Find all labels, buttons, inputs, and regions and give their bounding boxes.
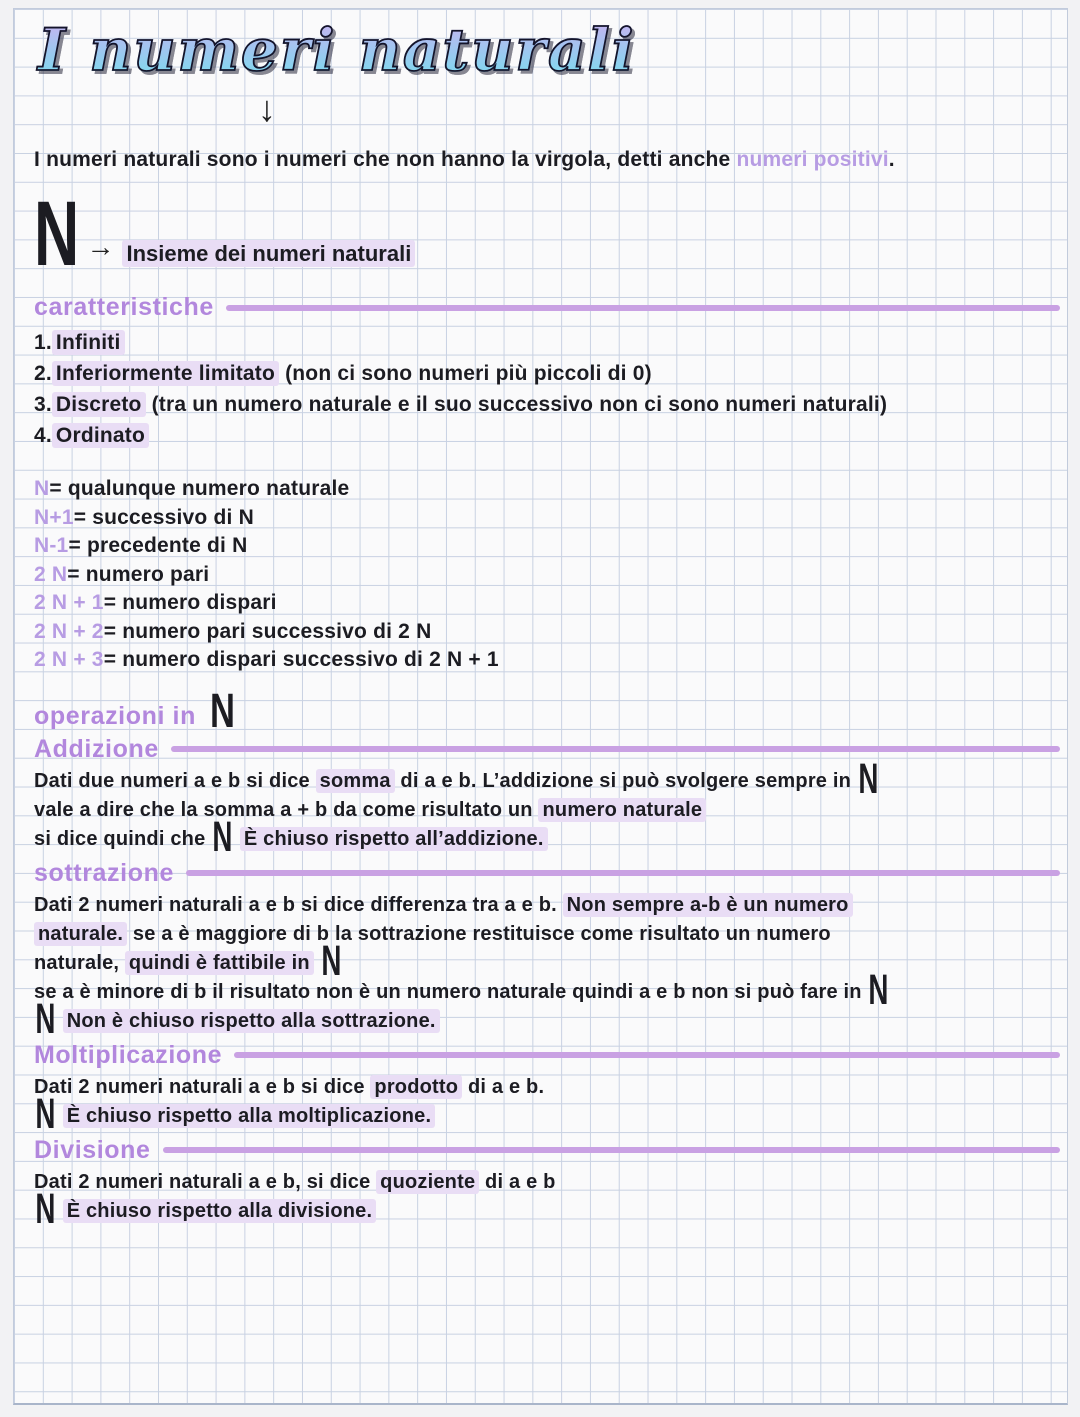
definition-text: = successivo di N [73,505,254,529]
text-segment: Dati due numeri a e b si dice [34,769,316,792]
text-segment: Dati 2 numeri naturali a e b si dice [34,1075,371,1098]
text-line: N Non è chiuso rispetto alla sottrazione. [34,1007,1060,1036]
caratteristica-item [34,389,1060,420]
highlight-segment: Inferiormente limitato [52,361,279,386]
text-segment: naturale, [34,951,125,974]
text-segment: 2. [34,362,52,385]
intro-paragraph [34,146,1060,173]
text-segment: (non ci sono numeri più piccoli di 0) [279,362,652,385]
text-segment: si dice quindi che [34,827,212,850]
section-moltiplicazione [34,1040,1060,1137]
highlight-segment: naturale. [34,922,127,946]
section-addizione [34,734,1060,860]
text-line [34,920,1060,949]
definition-row [34,561,1060,590]
caratteristica-item [34,420,1060,451]
highlight-segment: È chiuso rispetto alla moltiplicazione. [63,1104,436,1128]
section-rule [186,870,1060,876]
operations-heading-label: operazioni in [34,701,196,730]
highlight-segment: Ordinato [52,423,149,448]
natural-set-row [34,183,1060,285]
caratteristiche-list [34,327,1060,451]
highlight-segment: Insieme dei numeri naturali [122,240,415,267]
text-line [34,1073,1060,1102]
text-segment: di a e b. [462,1075,545,1098]
definition-row [34,646,1060,675]
highlight-segment: quindi è fattibile in [125,951,314,975]
section-heading: caratteristiche [34,293,214,321]
section-text [34,891,1060,1042]
definition-term: 2 N + 3 [34,648,104,671]
definition-text: = numero pari successivo di 2 N [103,619,432,643]
highlight-segment: È chiuso rispetto alla divisione. [63,1199,377,1223]
highlight-segment: numero naturale [538,798,706,822]
section-header [34,735,1060,764]
highlight-segment: Discreto [52,392,146,417]
definition-row [34,618,1060,647]
highlight-segment: prodotto [370,1075,462,1099]
text-segment: 4. [34,424,52,447]
text-segment [57,1105,63,1127]
text-segment: Dati 2 numeri naturali a e b si dice differenza tra a e b. [34,893,563,916]
text-line [34,796,1060,825]
definition-term: N+1 [34,505,74,529]
section-rule [171,746,1060,752]
highlight-segment: somma [316,769,395,793]
text-line: N È chiuso rispetto alla divisione. [34,1197,1060,1226]
text-segment: se a è minore di b il risultato non è un numero naturale quindi a e b non si può fare in [34,980,868,1003]
text-segment: 1. [34,331,52,354]
highlight-segment: Infiniti [52,330,125,355]
section-heading: Addizione [34,734,159,763]
caratteristica-item [34,358,1060,389]
text-segment: 3. [34,393,52,416]
section-heading: sottrazione [34,858,174,887]
highlight-segment: È chiuso rispetto all’addizione. [240,827,548,851]
text-segment: vale a dire che la somma a + b da come risultato un [34,798,539,821]
definition-text: = precedente di N [68,534,248,557]
section-text [34,1168,1060,1232]
text-segment: se a è maggiore di b la sottrazione restituisce come risultato un numero [127,922,831,945]
text-line: Dati due numeri a e b si dice somma di a e b. L’addizione si può svolgere sempre in N [34,754,879,802]
text-segment: di a e b [479,1170,556,1193]
section-rule [163,1147,1060,1153]
down-arrow-icon: ↓ [258,88,276,129]
section-divisione [34,1135,1060,1232]
caratteristica-item [34,327,1060,358]
text-segment [234,828,240,850]
text-segment: I numeri naturali sono i numeri che non hanno la virgola, detti anche [34,148,737,171]
section-text [34,1073,1060,1137]
section-rule [234,1052,1060,1058]
definition-row [34,475,1060,504]
definition-text: = numero pari [67,562,210,586]
text-line: naturale, quindi è fattibile in N [34,936,342,984]
section-text [34,754,1060,860]
operations-sections [34,734,1060,1232]
highlight-segment: Non è chiuso rispetto alla sottrazione. [63,1009,440,1033]
text-segment: di a e b. L’addizione si può svolgere sempre in [394,769,857,792]
definition-term: 2 N + 2 [34,619,104,643]
definition-term: N-1 [34,534,69,557]
section-heading: Moltiplicazione [34,1040,223,1069]
set-label [122,241,415,267]
set-symbol-N: N [209,684,235,738]
definition-row [34,504,1060,533]
text-segment: Dati 2 numeri naturali a e b, si dice [34,1170,377,1193]
text-line: si dice quindi che N È chiuso rispetto all’addizione. [34,825,1060,854]
text-line: N È chiuso rispetto alla moltiplicazione. [34,1102,1060,1131]
section-rule [226,305,1060,311]
definition-term: 2 N [34,562,68,586]
section-header [34,1041,1060,1070]
definition-row [34,532,1060,561]
definition-term: N [34,477,50,500]
section-sottrazione [34,858,1060,1042]
text-segment: (tra un numero naturale e il suo successivo non ci sono numeri naturali) [145,393,888,416]
definition-text: = numero dispari successivo di 2 N + 1 [103,648,499,671]
page-title: I numeri naturali [38,16,636,84]
operations-header [34,684,1060,738]
caratteristiche-header [34,293,1060,322]
text-segment [57,1200,63,1222]
definitions-list [34,475,1060,675]
accent-segment: numeri positivi [736,148,889,171]
section-header [34,1136,1060,1165]
text-segment: . [888,148,895,171]
section-heading: Divisione [34,1135,151,1164]
definition-row [34,589,1060,618]
highlight-segment: Non sempre a-b è un numero [563,893,853,917]
text-segment [57,1010,63,1032]
definition-term: 2 N + 1 [34,591,104,614]
text-line: se a è minore di b il risultato non è un numero naturale quindi a e b non si può fare in N [34,965,890,1013]
text-line [34,891,1060,920]
definition-text: = numero dispari [103,591,277,614]
section-header [34,859,1060,888]
text-line [34,1168,1060,1197]
definition-text: = qualunque numero naturale [49,477,350,500]
right-arrow-icon: → [86,231,115,262]
text-segment [314,952,320,974]
set-symbol-N: N [34,183,80,285]
highlight-segment: quoziente [376,1170,479,1194]
